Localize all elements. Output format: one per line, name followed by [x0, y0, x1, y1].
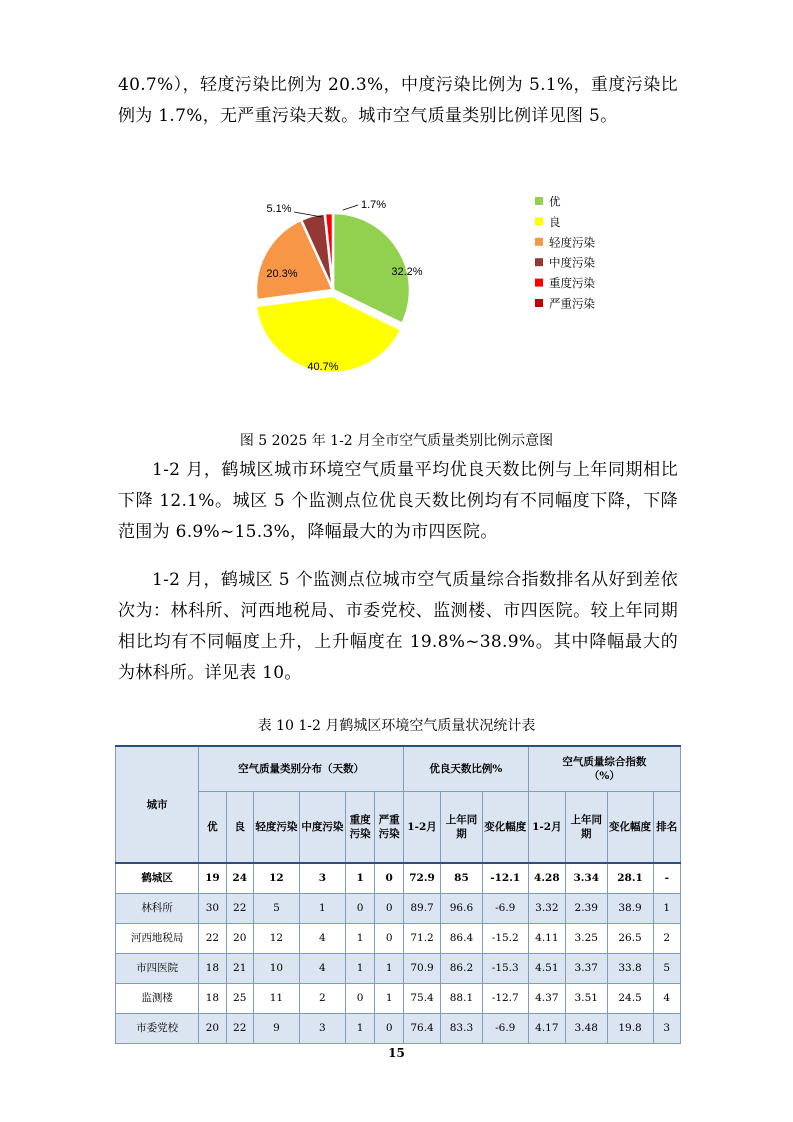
table-cell: 20 [199, 1013, 226, 1043]
table-row [116, 953, 681, 983]
table-cell: 9 [253, 1013, 299, 1043]
paragraph-1: 40.7%），轻度污染比例为 20.3%，中度污染比例为 5.1%，重度污染比例为 1.7%，无严重污染天数。城市空气质量类别比例详见图 5。 [118, 75, 678, 126]
subheader-6: 1-2月 [403, 791, 440, 863]
table-cell: 38.9 [607, 893, 653, 923]
table-cell: 22 [226, 1013, 253, 1043]
table-cell: 4 [299, 953, 345, 983]
row-city-cell: 鹤城区 [116, 863, 199, 893]
legend-swatch-0 [535, 197, 543, 205]
table-cell: 72.9 [403, 863, 440, 893]
subheader-3: 中度污染 [299, 791, 345, 863]
table-cell: 1 [375, 953, 404, 983]
slice-label-2: 20.3% [266, 268, 298, 280]
table-cell: 24 [226, 863, 253, 893]
table-cell: 4.28 [528, 863, 565, 893]
header-city: 城市 [116, 746, 199, 863]
paragraph-3: 1-2 月，鹤城区 5 个监测点位城市空气质量综合指数排名从好到差依次为：林科所、河西地税局、市委党校、监测楼、市四医院。较上年同期相比均有不同幅度上升，上升幅度在 19.8%~38.9%。其中降幅最大的为林科所。详见表 10。 [118, 570, 678, 683]
slice-label-0: 32.2% [391, 266, 423, 278]
header-ratio: 优良天数比例% [403, 746, 528, 791]
table-cell: 18 [199, 983, 226, 1013]
table-cell: 96.6 [441, 893, 483, 923]
header-index-line2: （%） [588, 769, 620, 782]
table-cell: 19 [199, 863, 226, 893]
legend-label-1: 良 [549, 214, 561, 229]
subheader-11: 变化幅度 [607, 791, 653, 863]
row-city-cell: 市委党校 [116, 1013, 199, 1043]
table-cell: 76.4 [403, 1013, 440, 1043]
table-cell: 4.17 [528, 1013, 565, 1043]
table-row [116, 1013, 681, 1043]
label-leader-4 [343, 205, 358, 210]
legend-label-2: 轻度污染 [549, 235, 595, 250]
subheader-12: 排名 [653, 791, 680, 863]
subheader-2: 轻度污染 [253, 791, 299, 863]
subheader-0: 优 [199, 791, 226, 863]
table-cell: -12.1 [482, 863, 528, 893]
table-cell: -15.2 [482, 923, 528, 953]
legend-label-3: 中度污染 [549, 255, 595, 270]
subheader-7: 上年同期 [441, 791, 483, 863]
table-cell: 10 [253, 953, 299, 983]
row-city-cell: 监测楼 [116, 983, 199, 1013]
table-cell: 30 [199, 893, 226, 923]
pie-chart [230, 185, 650, 410]
table-cell: 11 [253, 983, 299, 1013]
table-cell: 83.3 [441, 1013, 483, 1043]
legend-swatch-1 [535, 217, 543, 225]
table-cell: 18 [199, 953, 226, 983]
table-cell: - [653, 863, 680, 893]
table-cell: 86.2 [441, 953, 483, 983]
table-cell: 0 [345, 983, 375, 1013]
table-cell: 4.11 [528, 923, 565, 953]
subheader-8: 变化幅度 [482, 791, 528, 863]
subheader-9: 1-2月 [528, 791, 565, 863]
legend-label-5: 严重污染 [549, 296, 595, 311]
table-cell: 3 [299, 863, 345, 893]
table-cell: 3.25 [565, 923, 607, 953]
legend-swatch-4 [535, 279, 543, 287]
air-quality-table [115, 745, 681, 1044]
table-cell: 21 [226, 953, 253, 983]
table-cell: 0 [345, 893, 375, 923]
table-cell: 0 [375, 863, 404, 893]
table-row [116, 893, 681, 923]
row-city-cell: 市四医院 [116, 953, 199, 983]
table-cell: 4 [299, 923, 345, 953]
table-row [116, 863, 681, 893]
table-cell: 0 [375, 893, 404, 923]
table-cell: 22 [199, 923, 226, 953]
subheader-4: 重度污染 [345, 791, 375, 863]
table-cell: 2.39 [565, 893, 607, 923]
table-cell: 1 [653, 893, 680, 923]
page-number: 15 [388, 1046, 405, 1060]
table-row [116, 923, 681, 953]
table-cell: 4.37 [528, 983, 565, 1013]
table-cell: 86.4 [441, 923, 483, 953]
slice-label-3: 5.1% [266, 203, 292, 215]
table-cell: 1 [345, 863, 375, 893]
table-cell: -12.7 [482, 983, 528, 1013]
table-cell: 70.9 [403, 953, 440, 983]
table-cell: 89.7 [403, 893, 440, 923]
table-cell: 1 [375, 983, 404, 1013]
figure-caption: 图 5 2025 年 1-2 月全市空气质量类别比例示意图 [239, 433, 554, 449]
table-cell: 5 [653, 953, 680, 983]
table-cell: 3.34 [565, 863, 607, 893]
table-cell: 0 [375, 1013, 404, 1043]
table-cell: 3.48 [565, 1013, 607, 1043]
table-cell: 3.51 [565, 983, 607, 1013]
header-index [528, 746, 680, 791]
table-cell: 5 [253, 893, 299, 923]
table-cell: 33.8 [607, 953, 653, 983]
table-cell: 20 [226, 923, 253, 953]
table-cell: 19.8 [607, 1013, 653, 1043]
table-cell: 4.51 [528, 953, 565, 983]
legend-swatch-3 [535, 258, 543, 266]
table-cell: 12 [253, 923, 299, 953]
table-cell: -6.9 [482, 1013, 528, 1043]
legend-swatch-2 [535, 238, 543, 246]
table-cell: 1 [345, 1013, 375, 1043]
table-cell: 3 [299, 1013, 345, 1043]
table-cell: -6.9 [482, 893, 528, 923]
row-city-cell: 河西地税局 [116, 923, 199, 953]
table-row [116, 983, 681, 1013]
table-cell: 71.2 [403, 923, 440, 953]
paragraph-2: 1-2 月，鹤城区城市环境空气质量平均优良天数比例与上年同期相比下降 12.1%。城区 5 个监测点位优良天数比例均有不同幅度下降，下降范围为 6.9%~15.3%，降幅最大的为市四医院。 [118, 460, 678, 542]
table-cell: 25 [226, 983, 253, 1013]
table-cell: 3 [653, 1013, 680, 1043]
table-cell: 3.32 [528, 893, 565, 923]
legend-label-4: 重度污染 [549, 276, 595, 291]
slice-label-4: 1.7% [361, 199, 387, 211]
table-cell: -15.3 [482, 953, 528, 983]
table-cell: 75.4 [403, 983, 440, 1013]
table-cell: 12 [253, 863, 299, 893]
legend-swatch-5 [535, 299, 543, 307]
table-cell: 3.37 [565, 953, 607, 983]
legend-label-0: 优 [549, 194, 561, 209]
row-city-cell: 林科所 [116, 893, 199, 923]
table-caption: 表 10 1-2 月鹤城区环境空气质量状况统计表 [257, 718, 536, 734]
subheader-10: 上年同期 [565, 791, 607, 863]
table-cell: 88.1 [441, 983, 483, 1013]
table-cell: 1 [345, 923, 375, 953]
slice-label-1: 40.7% [307, 361, 339, 373]
table-cell: 2 [299, 983, 345, 1013]
header-distribution: 空气质量类别分布（天数） [199, 746, 404, 791]
table-cell: 1 [299, 893, 345, 923]
table-cell: 2 [653, 923, 680, 953]
table-cell: 22 [226, 893, 253, 923]
table-cell: 24.5 [607, 983, 653, 1013]
header-index-line1: 空气质量综合指数 [562, 755, 647, 768]
table-cell: 28.1 [607, 863, 653, 893]
subheader-5: 严重污染 [375, 791, 404, 863]
table-cell: 4 [653, 983, 680, 1013]
table-cell: 0 [375, 923, 404, 953]
table-cell: 85 [441, 863, 483, 893]
table-cell: 26.5 [607, 923, 653, 953]
subheader-1: 良 [226, 791, 253, 863]
table-cell: 1 [345, 953, 375, 983]
